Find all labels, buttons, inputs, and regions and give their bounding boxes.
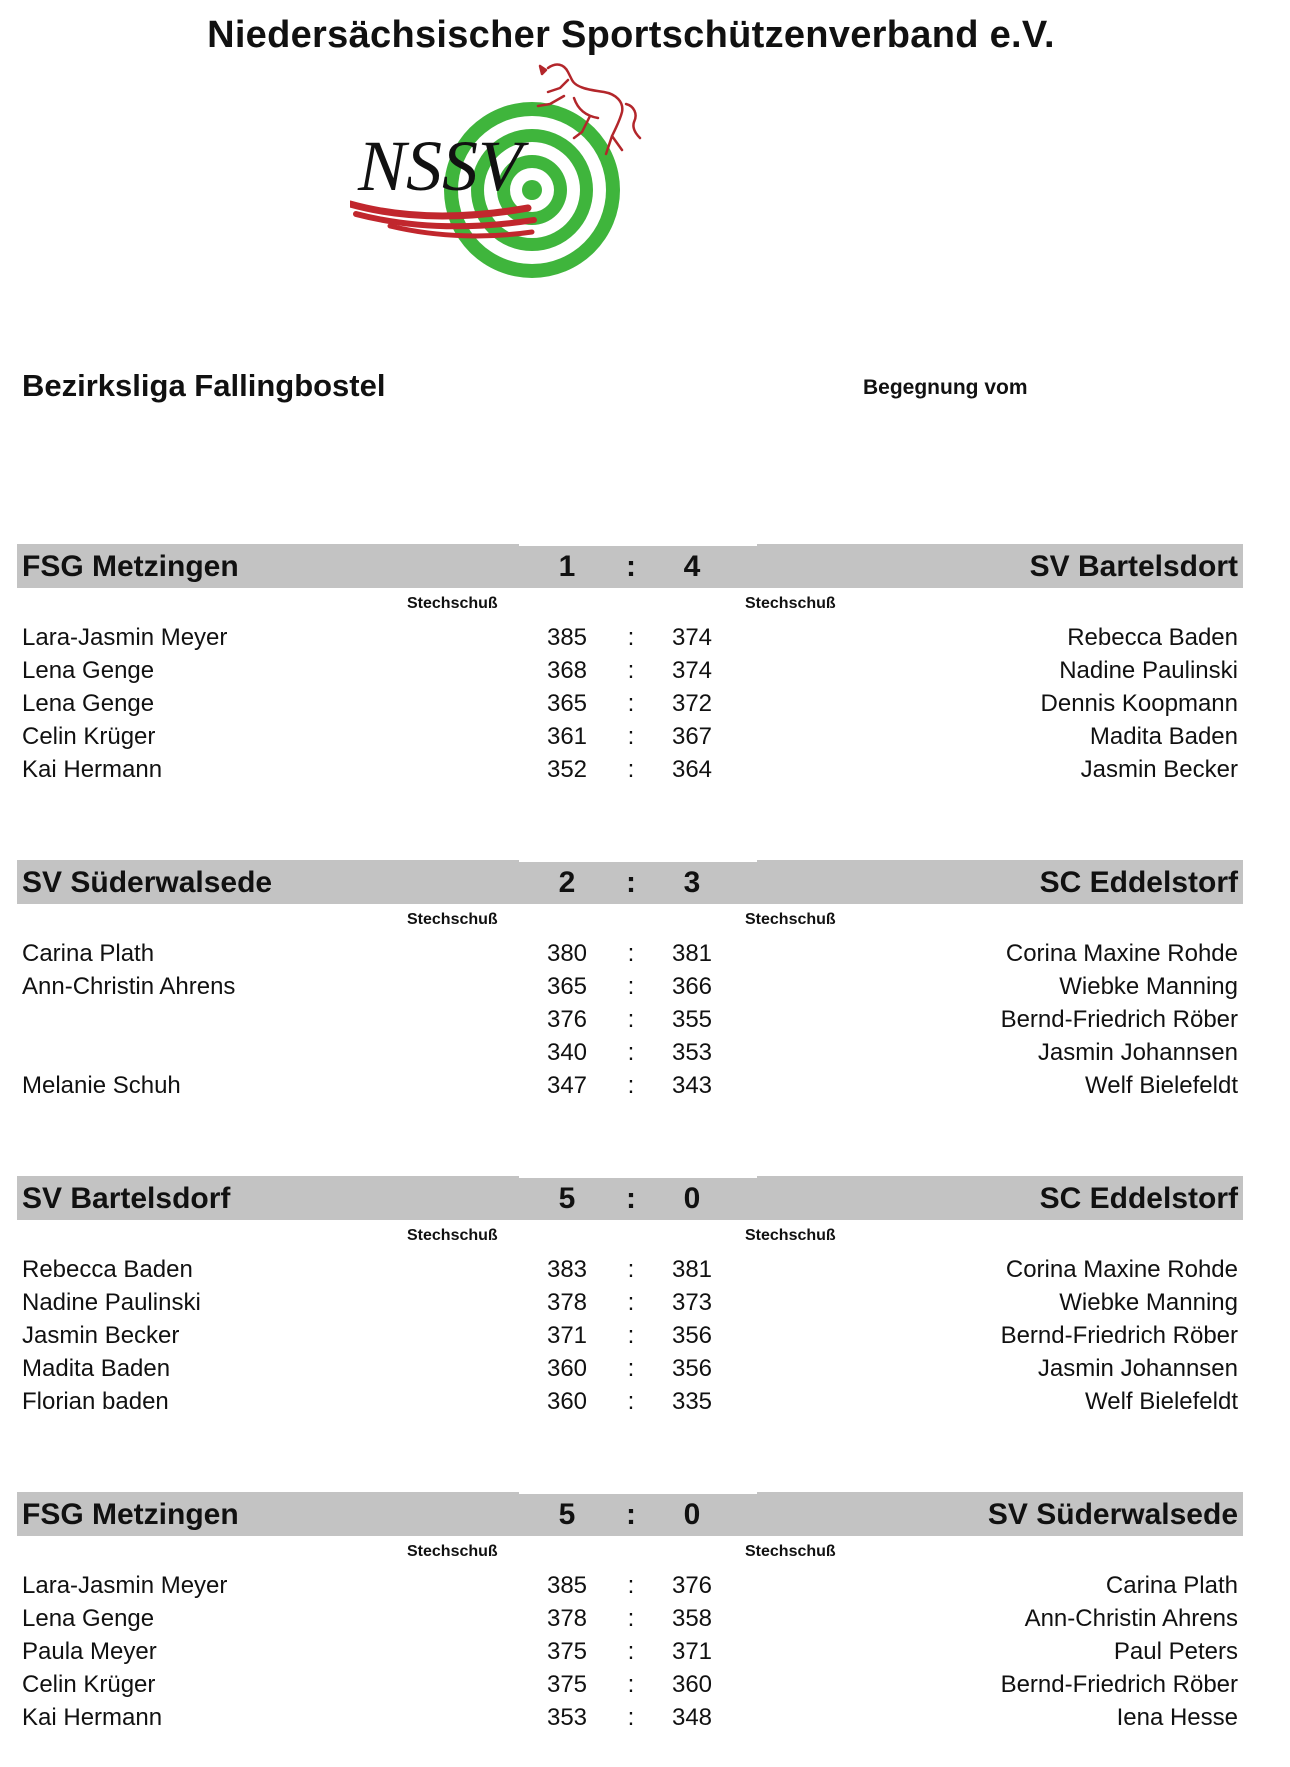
away-shooter-name: Corina Maxine Rohde [1005, 940, 1238, 967]
score-separator: : [627, 940, 635, 967]
away-shooter-score: 374 [671, 624, 713, 651]
home-shooter-name: Lena Genge [22, 657, 155, 684]
score-separator: : [627, 1671, 635, 1698]
score-separator: : [627, 973, 635, 1000]
home-shooter-score: 361 [546, 723, 588, 750]
away-shooter-name: Dennis Koopmann [1040, 690, 1238, 717]
away-team-points: 3 [683, 866, 701, 899]
home-shooter-name: Celin Krüger [22, 723, 156, 750]
away-shooter-name: Paul Peters [1113, 1638, 1238, 1665]
score-separator: : [627, 624, 635, 651]
shooter-row [17, 1285, 1243, 1318]
nssv-logo [350, 58, 660, 288]
home-shooter-score: 353 [546, 1704, 588, 1731]
away-shooter-score: 373 [671, 1289, 713, 1316]
away-shooter-score: 360 [671, 1671, 713, 1698]
score-separator: : [627, 1039, 635, 1066]
points-separator: : [626, 550, 636, 583]
away-shooter-score: 356 [671, 1322, 713, 1349]
away-team-points: 0 [683, 1182, 701, 1215]
away-team-name: SV Süderwalsede [987, 1498, 1238, 1531]
home-shooter-score: 375 [546, 1671, 588, 1698]
match-block [17, 544, 1243, 819]
tiebreak-label-home: Stechschuß [407, 595, 498, 612]
away-team-name: SC Eddelstorf [1039, 1182, 1238, 1215]
score-separator: : [627, 1605, 635, 1632]
away-shooter-name: Wiebke Manning [1059, 973, 1238, 1000]
away-team-name: SV Bartelsdort [1029, 550, 1238, 583]
away-shooter-name: Rebecca Baden [1067, 624, 1238, 651]
away-team-name: SC Eddelstorf [1039, 866, 1238, 899]
away-shooter-score: 356 [671, 1355, 713, 1382]
score-separator: : [627, 1072, 635, 1099]
home-shooter-score: 378 [546, 1289, 588, 1316]
home-shooter-score: 340 [546, 1039, 588, 1066]
home-shooter-score: 360 [546, 1355, 588, 1382]
shooter-row [17, 1035, 1243, 1068]
shooter-row [17, 1384, 1243, 1417]
away-shooter-score: 372 [671, 690, 713, 717]
away-shooter-score: 366 [671, 973, 713, 1000]
home-team-name: FSG Metzingen [22, 550, 239, 583]
shooter-row [17, 1068, 1243, 1101]
tiebreak-label-away: Stechschuß [745, 1543, 836, 1560]
away-shooter-score: 367 [671, 723, 713, 750]
match-block [17, 1492, 1243, 1767]
home-shooter-name: Celin Krüger [22, 1671, 156, 1698]
home-shooter-score: 352 [546, 756, 588, 783]
home-shooter-name: Ann-Christin Ahrens [22, 973, 236, 1000]
shooter-row [17, 1634, 1243, 1667]
home-shooter-name: Lena Genge [22, 1605, 155, 1632]
home-shooter-name: Rebecca Baden [22, 1256, 193, 1283]
home-shooter-name: Melanie Schuh [22, 1072, 181, 1099]
home-shooter-score: 385 [546, 1572, 588, 1599]
home-shooter-name: Kai Hermann [22, 1704, 163, 1731]
score-separator: : [627, 1638, 635, 1665]
shooter-rows [17, 936, 1243, 1101]
away-shooter-name: Corina Maxine Rohde [1005, 1256, 1238, 1283]
away-shooter-name: Madita Baden [1089, 723, 1238, 750]
score-separator: : [627, 1355, 635, 1382]
tiebreak-label-away: Stechschuß [745, 595, 836, 612]
shooter-row [17, 1568, 1243, 1601]
away-shooter-score: 353 [671, 1039, 713, 1066]
shooter-rows [17, 1568, 1243, 1733]
match-header-bar [17, 1176, 1243, 1220]
tiebreak-label-home: Stechschuß [407, 911, 498, 928]
home-shooter-score: 365 [546, 690, 588, 717]
away-shooter-score: 355 [671, 1006, 713, 1033]
home-team-name: SV Süderwalsede [22, 866, 273, 899]
home-shooter-score: 380 [546, 940, 588, 967]
score-separator: : [627, 1704, 635, 1731]
score-separator: : [627, 1006, 635, 1033]
logo-text: NSSV [358, 126, 523, 206]
away-shooter-name: Wiebke Manning [1059, 1289, 1238, 1316]
shooter-row [17, 1351, 1243, 1384]
match-date-label: Begegnung vom [863, 376, 1028, 399]
home-team-points: 5 [558, 1498, 576, 1531]
away-shooter-name: Welf Bielefeldt [1085, 1072, 1238, 1099]
match-header-bar [17, 860, 1243, 904]
away-shooter-name: Bernd-Friedrich Röber [1000, 1322, 1238, 1349]
away-shooter-name: Jasmin Johannsen [1037, 1039, 1238, 1066]
score-separator: : [627, 1572, 635, 1599]
home-shooter-name: Carina Plath [22, 940, 155, 967]
shooter-row [17, 969, 1243, 1002]
match-block [17, 1176, 1243, 1451]
match-header-bar [17, 544, 1243, 588]
score-separator: : [627, 690, 635, 717]
away-shooter-score: 376 [671, 1572, 713, 1599]
away-shooter-name: Bernd-Friedrich Röber [1000, 1671, 1238, 1698]
home-shooter-name: Nadine Paulinski [22, 1289, 201, 1316]
away-shooter-name: Carina Plath [1105, 1572, 1238, 1599]
score-separator: : [627, 1289, 635, 1316]
home-shooter-name: Lara-Jasmin Meyer [22, 1572, 228, 1599]
shooter-row [17, 1667, 1243, 1700]
score-separator: : [627, 1256, 635, 1283]
score-separator: : [627, 723, 635, 750]
home-team-points: 5 [558, 1182, 576, 1215]
home-team-points: 2 [558, 866, 576, 899]
away-shooter-name: Bernd-Friedrich Röber [1000, 1006, 1238, 1033]
home-shooter-score: 365 [546, 973, 588, 1000]
away-shooter-name: Ann-Christin Ahrens [1024, 1605, 1238, 1632]
away-shooter-score: 381 [671, 940, 713, 967]
shooter-row [17, 1002, 1243, 1035]
organization-title: Niedersächsischer Sportschützenverband e.V. [207, 14, 1055, 56]
away-team-points: 4 [683, 550, 701, 583]
away-shooter-score: 348 [671, 1704, 713, 1731]
tiebreak-label-away: Stechschuß [745, 911, 836, 928]
shooter-row [17, 1318, 1243, 1351]
shooter-row [17, 686, 1243, 719]
home-shooter-name: Florian baden [22, 1388, 169, 1415]
home-shooter-score: 347 [546, 1072, 588, 1099]
home-shooter-name: Jasmin Becker [22, 1322, 180, 1349]
match-header-bar [17, 1492, 1243, 1536]
away-shooter-score: 374 [671, 657, 713, 684]
points-separator: : [626, 1498, 636, 1531]
score-separator: : [627, 1388, 635, 1415]
home-shooter-score: 376 [546, 1006, 588, 1033]
home-shooter-score: 375 [546, 1638, 588, 1665]
points-separator: : [626, 1182, 636, 1215]
away-shooter-score: 364 [671, 756, 713, 783]
away-shooter-score: 358 [671, 1605, 713, 1632]
away-shooter-score: 371 [671, 1638, 713, 1665]
home-shooter-name: Madita Baden [22, 1355, 171, 1382]
home-shooter-score: 368 [546, 657, 588, 684]
shooter-rows [17, 620, 1243, 785]
shooter-rows [17, 1252, 1243, 1417]
score-separator: : [627, 1322, 635, 1349]
tiebreak-label-home: Stechschuß [407, 1543, 498, 1560]
shooter-row [17, 936, 1243, 969]
away-shooter-score: 335 [671, 1388, 713, 1415]
shooter-row [17, 1700, 1243, 1733]
league-title: Bezirksliga Fallingbostel [22, 368, 386, 403]
away-shooter-name: Iena Hesse [1116, 1704, 1238, 1731]
tiebreak-label-home: Stechschuß [407, 1227, 498, 1244]
shooter-row [17, 752, 1243, 785]
home-shooter-name: Paula Meyer [22, 1638, 157, 1665]
home-team-name: FSG Metzingen [22, 1498, 239, 1531]
shooter-row [17, 653, 1243, 686]
home-team-name: SV Bartelsdorf [22, 1182, 231, 1215]
shooter-row [17, 1601, 1243, 1634]
home-shooter-name: Lara-Jasmin Meyer [22, 624, 228, 651]
away-shooter-score: 343 [671, 1072, 713, 1099]
home-shooter-score: 385 [546, 624, 588, 651]
away-shooter-name: Welf Bielefeldt [1085, 1388, 1238, 1415]
home-shooter-name: Kai Hermann [22, 756, 163, 783]
away-shooter-name: Jasmin Johannsen [1037, 1355, 1238, 1382]
score-separator: : [627, 756, 635, 783]
shooter-row [17, 620, 1243, 653]
away-team-points: 0 [683, 1498, 701, 1531]
home-shooter-name: Lena Genge [22, 690, 155, 717]
home-shooter-score: 360 [546, 1388, 588, 1415]
shooter-row [17, 1252, 1243, 1285]
away-shooter-score: 381 [671, 1256, 713, 1283]
home-shooter-score: 383 [546, 1256, 588, 1283]
home-team-points: 1 [558, 550, 576, 583]
score-separator: : [627, 657, 635, 684]
away-shooter-name: Jasmin Becker [1080, 756, 1238, 783]
home-shooter-score: 378 [546, 1605, 588, 1632]
match-block [17, 860, 1243, 1135]
points-separator: : [626, 866, 636, 899]
home-shooter-score: 371 [546, 1322, 588, 1349]
tiebreak-label-away: Stechschuß [745, 1227, 836, 1244]
shooter-row [17, 719, 1243, 752]
away-shooter-name: Nadine Paulinski [1059, 657, 1238, 684]
